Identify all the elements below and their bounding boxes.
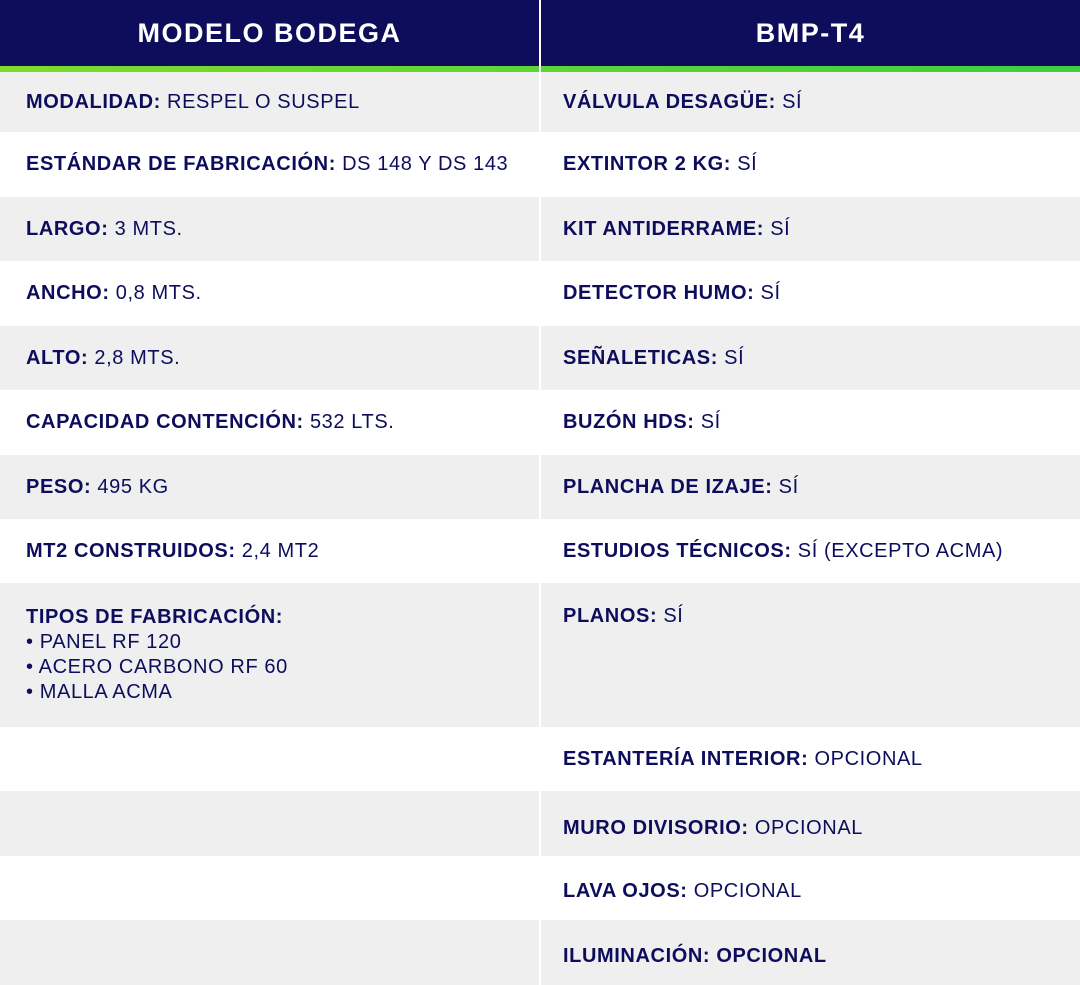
spec-label: ILUMINACIÓN: OPCIONAL [563, 945, 827, 967]
spec-cell-left [0, 390, 539, 455]
spec-cell-left [0, 856, 539, 920]
spec-cell-right [541, 261, 1080, 326]
spec-value: OPCIONAL [687, 879, 802, 902]
spec-cell-left [0, 727, 539, 791]
spec-cell-left [0, 261, 539, 326]
table-row [0, 791, 1080, 856]
spec-cell-right [541, 455, 1080, 519]
spec-value: SÍ [754, 282, 781, 304]
spec-cell-left [0, 583, 539, 727]
spec-value: OPCIONAL [808, 747, 923, 770]
table-row [0, 583, 1080, 727]
table-row [0, 261, 1080, 326]
spec-value: SÍ [764, 217, 791, 240]
spec-label: PESO: [26, 475, 92, 498]
spec-value: 0,8 MTS. [109, 282, 202, 304]
table-row [0, 856, 1080, 920]
spec-cell-left [0, 72, 539, 132]
spec-label: ALTO: [26, 346, 89, 369]
spec-cell-right [541, 920, 1080, 985]
column-divider [539, 132, 541, 197]
column-divider [539, 583, 541, 727]
spec-cell-right [541, 72, 1080, 132]
spec-value: SÍ [657, 605, 684, 627]
spec-value: SÍ (EXCEPTO ACMA) [791, 539, 1004, 562]
spec-label: TIPOS DE FABRICACIÓN: [26, 606, 284, 628]
table-header [0, 0, 1080, 72]
spec-value: 3 MTS. [108, 217, 183, 240]
spec-cell-left [0, 197, 539, 261]
spec-label: MODALIDAD: [26, 90, 161, 113]
table-row [0, 197, 1080, 261]
spec-label: PLANOS: [563, 605, 658, 627]
spec-cell-left [0, 132, 539, 197]
column-divider [539, 519, 541, 583]
spec-cell-left [0, 519, 539, 583]
spec-value: 2,4 MT2 [235, 539, 320, 562]
table-row [0, 132, 1080, 197]
spec-value: 2,8 MTS. [88, 346, 181, 369]
spec-cell-left [0, 455, 539, 519]
spec-value: 495 KG [91, 475, 169, 498]
spec-cell-right [541, 132, 1080, 197]
spec-label: KIT ANTIDERRAME: [563, 217, 765, 240]
table-row [0, 72, 1080, 132]
spec-value: OPCIONAL [748, 817, 863, 839]
spec-label: MURO DIVISORIO: [563, 817, 749, 839]
spec-label: ESTUDIOS TÉCNICOS: [563, 539, 792, 562]
spec-cell-right [541, 856, 1080, 920]
table-row [0, 519, 1080, 583]
table-row [0, 727, 1080, 791]
spec-cell-right [541, 519, 1080, 583]
header-model-label: MODELO BODEGA [137, 17, 402, 48]
spec-label: ANCHO: [26, 282, 110, 304]
spec-label: VÁLVULA DESAGÜE: [563, 90, 776, 113]
column-divider [539, 390, 541, 455]
spec-cell-right [541, 390, 1080, 455]
spec-label: EXTINTOR 2 KG: [563, 153, 732, 175]
spec-cell-right [541, 583, 1080, 727]
spec-label: SEÑALETICAS: [563, 346, 718, 369]
spec-value: SÍ [731, 153, 758, 175]
table-row [0, 920, 1080, 985]
spec-cell-left [0, 920, 539, 985]
spec-label: MT2 CONSTRUIDOS: [26, 539, 236, 562]
column-divider [539, 791, 541, 856]
spec-value: SÍ [717, 346, 745, 369]
spec-cell-left [0, 326, 539, 390]
spec-cell-right [541, 727, 1080, 791]
spec-label: DETECTOR HUMO: [563, 282, 755, 304]
spec-label: ESTÁNDAR DE FABRICACIÓN: [26, 153, 336, 175]
spec-label: LAVA OJOS: [563, 879, 688, 902]
spec-label: PLANCHA DE IZAJE: [563, 475, 773, 498]
header-divider [539, 0, 541, 72]
header-model-code: BMP-T4 [755, 17, 866, 48]
spec-cell-right [541, 326, 1080, 390]
spec-value: 532 LTS. [303, 411, 395, 433]
spec-cell-right [541, 197, 1080, 261]
list-item: • MALLA ACMA [26, 681, 173, 703]
spec-label: BUZÓN HDS: [563, 411, 695, 433]
table-row [0, 390, 1080, 455]
column-divider [539, 920, 541, 985]
list-item: • PANEL RF 120 [26, 631, 182, 653]
table-row [0, 326, 1080, 390]
spec-value: SÍ [775, 90, 803, 113]
spec-cell-left [0, 791, 539, 856]
column-divider [539, 856, 541, 920]
list-item: • ACERO CARBONO RF 60 [26, 656, 288, 678]
spec-value: RESPEL O SUSPEL [160, 90, 360, 113]
column-divider [539, 727, 541, 791]
column-divider [539, 455, 541, 519]
spec-value: SÍ [772, 475, 799, 498]
column-divider [539, 261, 541, 326]
spec-label: LARGO: [26, 217, 109, 240]
column-divider [539, 197, 541, 261]
spec-label: ESTANTERÍA INTERIOR: [563, 747, 809, 770]
spec-value: DS 148 Y DS 143 [335, 153, 509, 175]
spec-value: SÍ [694, 411, 721, 433]
column-divider [539, 72, 541, 132]
spec-cell-right [541, 791, 1080, 856]
table-row [0, 455, 1080, 519]
column-divider [539, 326, 541, 390]
spec-label: CAPACIDAD CONTENCIÓN: [26, 411, 304, 433]
